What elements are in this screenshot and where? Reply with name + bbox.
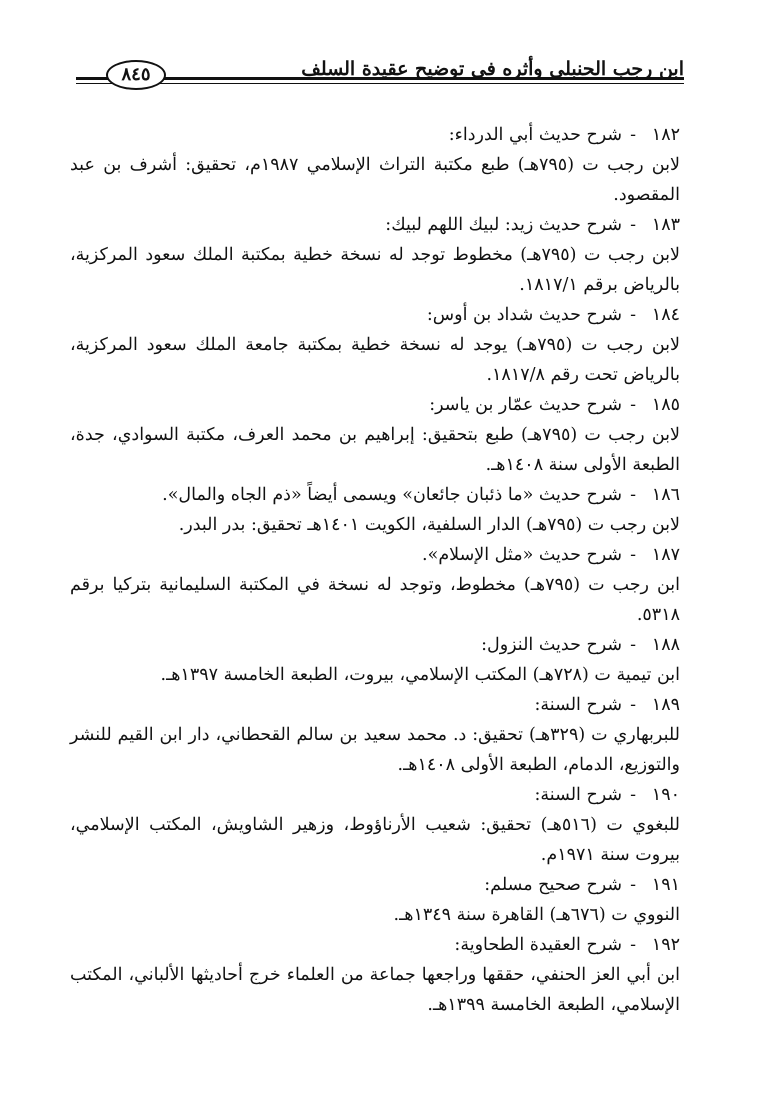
bibliography-entry (70, 210, 680, 300)
running-title: ابن رجب الحنبلي وأثره في توضيح عقيدة السلف (301, 58, 684, 80)
entry-dash: - (630, 215, 636, 235)
entry-title: شرح حديث أبي الدرداء: (448, 125, 623, 145)
entry-dash: - (630, 785, 636, 805)
entry-title: شرح العقيدة الطحاوية: (454, 935, 623, 955)
page-number: ٨٤٥ (106, 60, 166, 90)
entry-body: لابن رجب ت (٧٩٥هـ) يوجد له نسخة خطية بمكتبة جامعة الملك سعود المركزية، بالرياض تحت رقم ١٨١٧/٨. (70, 335, 680, 385)
entry-heading (70, 870, 680, 900)
entry-number: ١٨٢ (651, 125, 680, 145)
page-header (76, 50, 684, 98)
bibliography-entry (70, 480, 680, 540)
entry-number: ١٨٧ (651, 545, 680, 565)
entry-heading (70, 780, 680, 810)
header-rule (76, 83, 112, 84)
entry-heading (70, 120, 680, 150)
entry-dash: - (630, 305, 636, 325)
entry-heading (70, 210, 680, 240)
entry-number: ١٩١ (651, 875, 680, 895)
entry-title: شرح حديث «ما ذئبان جائعان» ويسمى أيضاً «ذم الجاه والمال». (162, 485, 623, 505)
bibliography-entry (70, 780, 680, 870)
entry-dash: - (630, 695, 636, 715)
entry-dash: - (630, 875, 636, 895)
entry-heading (70, 300, 680, 330)
entry-number: ١٨٨ (651, 635, 680, 655)
entry-number: ١٨٩ (651, 695, 680, 715)
entry-title: شرح حديث النزول: (481, 635, 623, 655)
entry-dash: - (630, 395, 636, 415)
entry-body: لابن رجب ت (٧٩٥هـ) طبع مكتبة التراث الإسلامي ١٩٨٧م، تحقيق: أشرف بن عبد المقصود. (70, 155, 680, 205)
entry-body: ابن أبي العز الحنفي، حققها وراجعها جماعة من العلماء خرج أحاديثها الألباني، المكتب الإسلامي، الطبعة الخامسة ١٣٩٩هـ. (70, 965, 680, 1015)
header-rule (156, 77, 684, 80)
entry-body: ابن تيمية ت (٧٢٨هـ) المكتب الإسلامي، بيروت، الطبعة الخامسة ١٣٩٧هـ. (160, 665, 680, 685)
entry-number: ١٨٤ (651, 305, 680, 325)
header-rule (156, 83, 684, 84)
entry-dash: - (630, 635, 636, 655)
entry-dash: - (630, 545, 636, 565)
entry-dash: - (630, 125, 636, 145)
bibliography-entry (70, 630, 680, 690)
entry-body: للبغوي ت (٥١٦هـ) تحقيق: شعيب الأرناؤوط، وزهير الشاويش، المكتب الإسلامي، بيروت سنة ١٩٧١م. (70, 815, 680, 865)
bibliography-entry (70, 300, 680, 390)
entry-number: ١٨٣ (651, 215, 680, 235)
bibliography-entry (70, 120, 680, 210)
entry-title: شرح حديث «مثل الإسلام». (422, 545, 623, 565)
entry-number: ١٨٥ (651, 395, 680, 415)
entry-heading (70, 930, 680, 960)
bibliography-list (70, 120, 680, 1020)
entry-body: للبربهاري ت (٣٢٩هـ) تحقيق: د. محمد سعيد بن سالم القحطاني، دار ابن القيم للنشر والتوزيع، الدمام، الطبعة الأولى ١٤٠٨هـ. (70, 725, 680, 775)
bibliography-entry (70, 690, 680, 780)
entry-heading (70, 540, 680, 570)
entry-heading (70, 480, 680, 510)
entry-title: شرح حديث زيد: لبيك اللهم لبيك: (385, 215, 623, 235)
entry-body: ابن رجب ت (٧٩٥هـ) مخطوط، وتوجد له نسخة في المكتبة السليمانية بتركيا برقم ٥٣١٨. (70, 575, 680, 625)
bibliography-entry (70, 540, 680, 630)
entry-title: شرح صحيح مسلم: (484, 875, 623, 895)
entry-dash: - (630, 485, 636, 505)
entry-number: ١٩٢ (651, 935, 680, 955)
bibliography-entry (70, 390, 680, 480)
bibliography-entry (70, 930, 680, 1020)
entry-title: شرح السنة: (534, 785, 623, 805)
entry-number: ١٨٦ (651, 485, 680, 505)
entry-title: شرح حديث عمّار بن ياسر: (429, 395, 623, 415)
entry-body: النووي ت (٦٧٦هـ) القاهرة سنة ١٣٤٩هـ. (393, 905, 680, 925)
entry-body: لابن رجب ت (٧٩٥هـ) مخطوط توجد له نسخة خطية بمكتبة الملك سعود المركزية، بالرياض برقم ١٨١٧/١. (70, 245, 680, 295)
entry-heading (70, 630, 680, 660)
entry-heading (70, 390, 680, 420)
entry-heading (70, 690, 680, 720)
entry-dash: - (630, 935, 636, 955)
entry-title: شرح السنة: (534, 695, 623, 715)
bibliography-entry (70, 870, 680, 930)
entry-title: شرح حديث شداد بن أوس: (426, 305, 623, 325)
entry-body: لابن رجب ت (٧٩٥هـ) طبع بتحقيق: إبراهيم بن محمد العرف، مكتبة السوادي، جدة، الطبعة الأولى سنة ١٤٠٨هـ. (70, 425, 680, 475)
entry-body: لابن رجب ت (٧٩٥هـ) الدار السلفية، الكويت ١٤٠١هـ تحقيق: بدر البدر. (178, 515, 680, 535)
entry-number: ١٩٠ (651, 785, 680, 805)
